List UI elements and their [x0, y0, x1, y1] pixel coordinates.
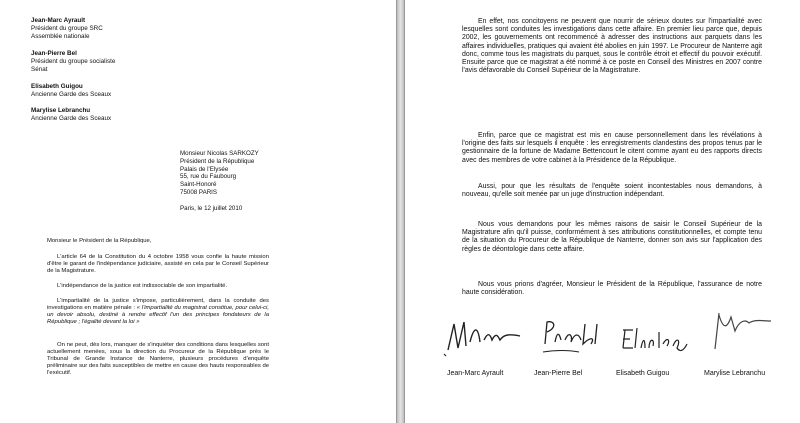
signature-bel — [535, 314, 610, 359]
salutation: Monsieur le Président de la République, — [47, 238, 152, 244]
sender-lebranchu: Marylise Lebranchu Ancienne Garde des Sceaux — [31, 107, 112, 122]
left-paragraph-3: L'impartialité de la justice s'impose, particulièrement, dans la conduite des investigations en matière pénale : « l'impartialité du magistrat constitue, pour celui-ci, un devoir absolu, destiné à rendre effectif l'un des principes fondateurs de la République ; l'égalité devant la loi » — [47, 298, 269, 326]
right-closing: Nous vous prions d'agréer, Monsieur le Président de la République, l'assurance de notre haute considération. — [462, 281, 762, 297]
sender-guigou: Elisabeth Guigou Ancienne Garde des Sceaux — [31, 83, 112, 98]
signature-name-guigou: Elisabeth Guigou — [616, 370, 670, 377]
recipient-address: Monsieur Nicolas SARKOZY Président de la République Palais de l'Elysée 55, rue du Faubourg Saint-Honoré 75008 PARIS — [180, 150, 259, 196]
signature-name-bel: Jean-Pierre Bel — [534, 370, 583, 377]
page-gutter — [397, 0, 404, 423]
left-paragraph-1: L'article 64 de la Constitution du 4 octobre 1958 vous confie la haute mission d'être le garant de l'indépendance judiciaire, assisté en cela par le Conseil Supérieur de la Magistrature. — [47, 254, 269, 275]
left-paragraph-2: L'indépendance de la justice est indissociable de son impartialité. — [57, 283, 228, 289]
signature-ayrault — [440, 312, 530, 362]
right-paragraph-1: En effet, nos concitoyens ne peuvent que nourrir de sérieux doutes sur l'impartialité avec lesquelles sont conduites les investigations dans cette affaire. En premier lieu parce que, depuis 2002, les gouvernements ont recommencé à adresser des instructions aux parquets dans les affaires individuelles, pratiques qui avaient été abolies en juin 1997. Le Procureur de Nanterre agit donc, comme tous les magistrats du parquet, sous le contrôle étroit et effectif du pouvoir exécutif. Ensuite parce que ce magistrat a été nommé à ce poste en Conseil des Ministres en 2007 contre l'avis défavorable du Conseil Supérieur de la Magistrature. — [462, 18, 762, 75]
right-paragraph-2: Enfin, parce que ce magistrat est mis en cause personnellement dans les révélations à l'origine des faits sur lesquels il enquête : les enregistrements clandestins des propos tenus par le gestionnaire de la fortune de Madame Bettencourt le citent comme ayant eu des rapports directs avec des membres de votre cabinet à la Présidence de la République. — [462, 132, 762, 164]
signature-lebranchu — [705, 305, 780, 360]
left-paragraph-4: On ne peut, dès lors, manquer de s'inquiéter des conditions dans lesquelles sont actuellement menées, sous la direction du Procureur de la République près le Tribunal de Grande Instance de Nanterre, plusieurs procédures d'enquête préliminaire sur des faits susceptibles de mettre en cause des hauts responsables de l'exécutif. — [47, 342, 270, 377]
signature-name-ayrault: Jean-Marc Ayrault — [447, 370, 504, 377]
signature-guigou — [615, 318, 700, 358]
sender-ayrault: Jean-Marc Ayrault Président du groupe SRC Assemblée nationale — [31, 17, 103, 40]
right-paragraph-3: Aussi, pour que les résultats de l'enquête soient incontestables nous demandons, à nouveau, qu'elle soit menée par un juge d'instruction indépendant. — [462, 183, 762, 199]
signature-name-lebranchu: Marylise Lebranchu — [704, 370, 766, 377]
sender-bel: Jean-Pierre Bel Président du groupe socialiste Sénat — [31, 50, 116, 73]
letter-date: Paris, le 12 juillet 2010 — [180, 205, 243, 212]
right-paragraph-4: Nous vous demandons pour les mêmes raisons de saisir le Conseil Supérieur de la Magistrature afin qu'il puisse, conformément à ses attributions constitutionnelles, et compte tenu de la situation du Procureur de la République de Nanterre, donner son avis sur l'application des règles de déontologie dans cette affaire. — [462, 221, 762, 253]
